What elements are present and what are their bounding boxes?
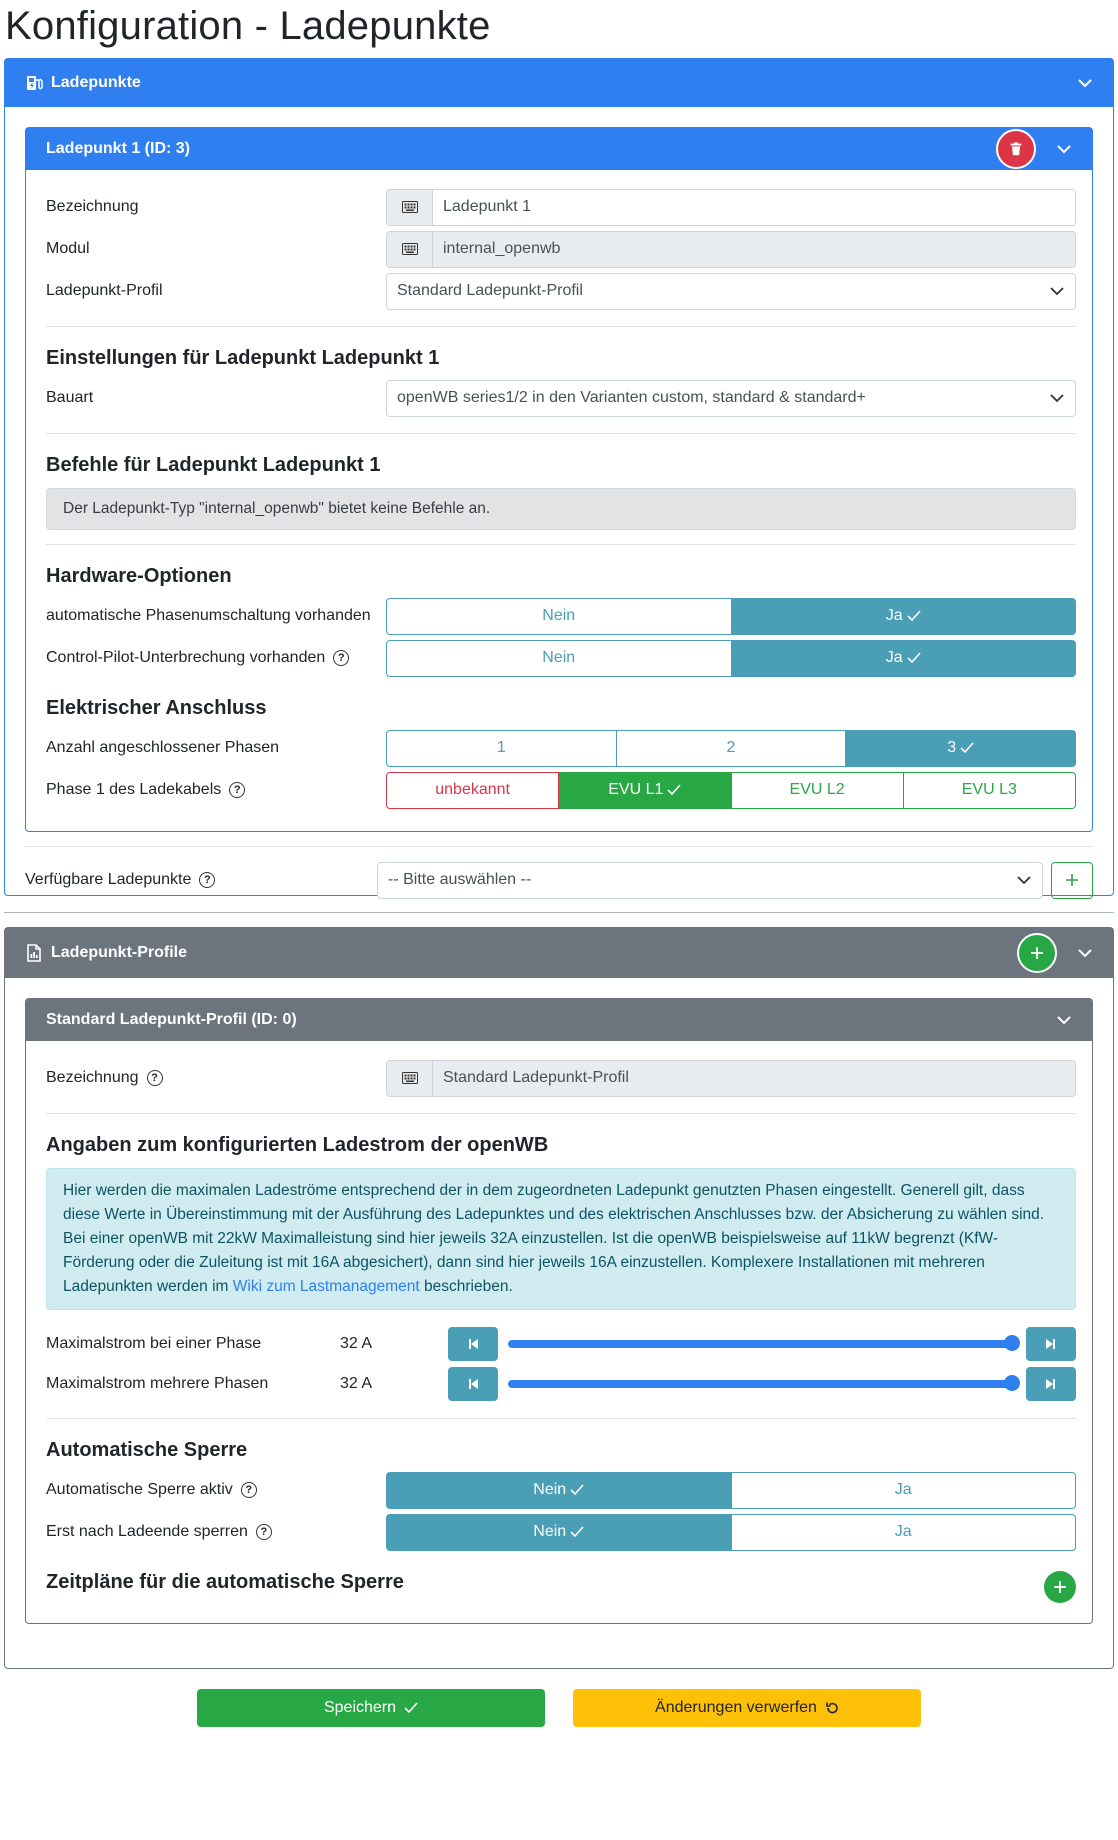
max-one-decrease-button[interactable]: [448, 1327, 498, 1361]
phase1-label: Phase 1 des Ladekabels: [46, 781, 222, 798]
modul-input: [433, 232, 1075, 267]
current-heading: Angaben zum konfigurierten Ladestrom der openWB: [46, 1134, 549, 1156]
profil-select-value: Standard Ladepunkt-Profil: [397, 282, 583, 299]
keyboard-icon: [402, 1072, 418, 1084]
chargepoints-card-title: Ladepunkte: [51, 74, 141, 91]
phases-1-button[interactable]: 1: [386, 730, 617, 767]
page-title: Konfiguration - Ladepunkte: [5, 4, 491, 48]
max-multi-label: Maximalstrom mehrere Phasen: [46, 1375, 269, 1392]
phase1-l1-button[interactable]: EVU L1: [559, 772, 731, 809]
phases-label: Anzahl angeschlossener Phasen: [46, 739, 280, 756]
profile-bezeichnung-input: [433, 1061, 1075, 1096]
max-one-increase-button[interactable]: [1026, 1327, 1076, 1361]
profile-0-header[interactable]: [26, 999, 1092, 1041]
available-chargepoints-select[interactable]: [377, 862, 1043, 899]
discard-button[interactable]: Änderungen verwerfen: [573, 1689, 921, 1727]
step-backward-icon: [467, 1338, 479, 1350]
chevron-down-icon[interactable]: [1056, 1012, 1072, 1028]
phase-switch-no-button[interactable]: Nein: [386, 598, 732, 635]
help-icon[interactable]: ?: [333, 650, 349, 666]
bauart-select[interactable]: [386, 380, 1076, 417]
cp-interrupt-label: Control-Pilot-Unterbrechung vorhanden: [46, 649, 326, 666]
cp-interrupt-yes-button[interactable]: Ja: [732, 640, 1077, 677]
available-chargepoints-placeholder: -- Bitte auswählen --: [388, 871, 532, 888]
max-one-label: Maximalstrom bei einer Phase: [46, 1335, 262, 1352]
add-chargepoint-button[interactable]: [1051, 862, 1093, 899]
check-icon: [907, 652, 921, 664]
current-info-tail: beschrieben.: [419, 1278, 513, 1295]
help-icon[interactable]: ?: [147, 1070, 163, 1086]
keyboard-icon: [402, 201, 418, 213]
lock-active-yes-button[interactable]: Ja: [732, 1472, 1077, 1509]
phase-switch-label: automatische Phasenumschaltung vorhanden: [46, 607, 371, 624]
current-info-text: Hier werden die maximalen Ladeströme entsprechend der in dem zugeordneten Ladepunkt genutzten Phasen eingestellt. Generell gilt, dass diese Werte in Übereinstimmung mit der Ausführung des Ladepunktes und des elektrischen Anschlusses bzw. der Absicherung zu wählen sind. Bei einer openWB mit 22kW Maximalleistung sind hier jeweils 32A einzustellen. Ist die openWB beispielsweise auf 11kW begrenzt (KfW-Förderung oder die Zuleitung ist mit 16A abgesichert), dann sind hier jeweils 16A einzustellen. Komplexere Installationen mit mehreren Ladepunkten werden im: [63, 1182, 1045, 1295]
chargepoint-1-header[interactable]: [26, 128, 1092, 170]
profile-bezeichnung-input-group: [386, 1060, 1076, 1097]
chargepoints-card: [4, 58, 1114, 896]
profile-bezeichnung-label: Bezeichnung: [46, 1069, 139, 1086]
bezeichnung-input-group: [386, 189, 1076, 226]
help-icon[interactable]: ?: [241, 1482, 257, 1498]
profiles-card-header[interactable]: [5, 928, 1113, 978]
step-backward-icon: [467, 1378, 479, 1390]
chargepoints-card-header[interactable]: [5, 59, 1113, 107]
commands-info: Der Ladepunkt-Typ "internal_openwb" bietet keine Befehle an.: [46, 488, 1076, 530]
lock-after-label: Erst nach Ladeende sperren: [46, 1523, 248, 1540]
current-info: [46, 1168, 1076, 1310]
step-forward-icon: [1045, 1378, 1057, 1390]
chargepoint-1-title: Ladepunkt 1 (ID: 3): [46, 140, 191, 157]
profile-0-card: [25, 998, 1093, 1624]
chevron-down-icon: [1049, 390, 1065, 406]
phase1-l2-button[interactable]: EVU L2: [732, 772, 904, 809]
max-multi-slider[interactable]: [508, 1380, 1016, 1388]
max-multi-increase-button[interactable]: [1026, 1367, 1076, 1401]
wiki-link[interactable]: Wiki zum Lastmanagement: [232, 1278, 420, 1295]
save-button[interactable]: Speichern: [197, 1689, 545, 1727]
phase-switch-yes-button[interactable]: Ja: [732, 598, 1077, 635]
plus-icon: [1029, 945, 1045, 961]
slider-handle[interactable]: [1004, 1335, 1020, 1351]
modul-label: Modul: [46, 240, 90, 257]
chevron-down-icon[interactable]: [1077, 945, 1093, 961]
lock-active-no-button[interactable]: Nein: [386, 1472, 732, 1509]
check-icon: [570, 1484, 584, 1496]
delete-chargepoint-button[interactable]: [996, 129, 1036, 169]
trash-icon: [1008, 141, 1024, 157]
lock-heading: Automatische Sperre: [46, 1439, 248, 1461]
chevron-down-icon[interactable]: [1056, 141, 1072, 157]
phases-3-button[interactable]: 3: [846, 730, 1076, 767]
check-icon: [667, 784, 681, 796]
schedule-heading: Zeitpläne für die automatische Sperre: [46, 1571, 404, 1593]
add-profile-button[interactable]: [1017, 933, 1057, 973]
modul-input-group: [386, 231, 1076, 268]
check-icon: [570, 1526, 584, 1538]
plus-icon: [1053, 1580, 1067, 1594]
lock-active-toggle: [386, 1472, 1076, 1509]
phase1-l3-button[interactable]: EVU L3: [904, 772, 1076, 809]
max-multi-decrease-button[interactable]: [448, 1367, 498, 1401]
profil-label: Ladepunkt-Profil: [46, 282, 163, 299]
profile-0-title: Standard Ladepunkt-Profil (ID: 0): [46, 1011, 297, 1028]
max-one-slider[interactable]: [508, 1340, 1016, 1348]
cp-interrupt-no-button[interactable]: Nein: [386, 640, 732, 677]
help-icon[interactable]: ?: [256, 1524, 272, 1540]
slider-handle[interactable]: [1004, 1375, 1020, 1391]
check-icon: [960, 742, 974, 754]
phase1-toggle: [386, 772, 1076, 809]
step-forward-icon: [1045, 1338, 1057, 1350]
lock-after-yes-button[interactable]: Ja: [732, 1514, 1077, 1551]
help-icon[interactable]: ?: [199, 872, 215, 888]
available-chargepoints-label: Verfügbare Ladepunkte: [25, 871, 192, 888]
bezeichnung-input[interactable]: [433, 190, 1075, 225]
electric-heading: Elektrischer Anschluss: [46, 697, 267, 719]
profiles-card: [4, 927, 1114, 1669]
plus-icon: [1065, 873, 1079, 887]
cp-interrupt-toggle: [386, 640, 1076, 677]
chevron-down-icon: [1049, 283, 1065, 299]
settings-heading: Einstellungen für Ladepunkt Ladepunkt 1: [46, 347, 440, 369]
charging-station-icon: [25, 74, 43, 92]
max-multi-value: 32 A: [340, 1375, 373, 1392]
profil-select[interactable]: [386, 273, 1076, 310]
phase-switch-toggle: [386, 598, 1076, 635]
chevron-down-icon[interactable]: [1077, 75, 1093, 91]
check-icon: [907, 610, 921, 622]
add-schedule-button[interactable]: [1044, 1571, 1076, 1603]
max-one-value: 32 A: [340, 1335, 373, 1352]
profiles-card-title: Ladepunkt-Profile: [51, 944, 188, 961]
bauart-select-value: openWB series1/2 in den Varianten custom, standard & standard+: [397, 389, 866, 406]
lock-after-no-button[interactable]: Nein: [386, 1514, 732, 1551]
lock-after-toggle: [386, 1514, 1076, 1551]
chargepoint-1-card: [25, 127, 1093, 832]
phases-toggle: [386, 730, 1076, 767]
keyboard-icon: [402, 243, 418, 255]
commands-heading: Befehle für Ladepunkt Ladepunkt 1: [46, 454, 381, 476]
hardware-heading: Hardware-Optionen: [46, 565, 232, 587]
check-icon: [404, 1702, 418, 1714]
phases-2-button[interactable]: 2: [617, 730, 847, 767]
file-chart-icon: [25, 944, 43, 962]
bezeichnung-label: Bezeichnung: [46, 198, 139, 215]
lock-active-label: Automatische Sperre aktiv: [46, 1481, 233, 1498]
bauart-label: Bauart: [46, 389, 94, 406]
chevron-down-icon: [1016, 872, 1032, 888]
undo-icon: [825, 1701, 839, 1715]
help-icon[interactable]: ?: [229, 782, 245, 798]
phase1-unknown-button[interactable]: unbekannt: [386, 772, 559, 809]
